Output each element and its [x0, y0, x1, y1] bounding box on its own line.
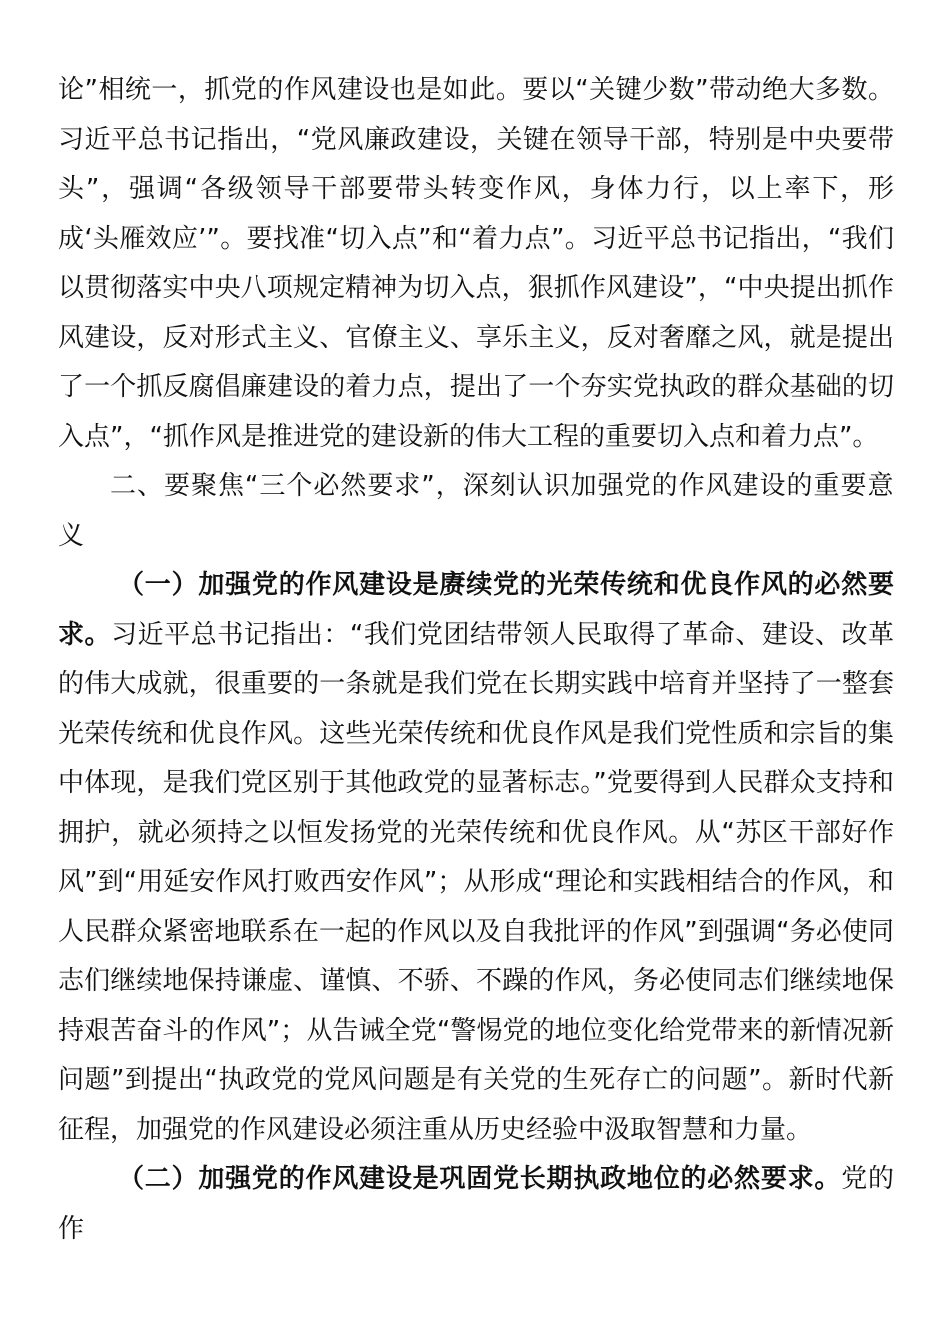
section-heading: 二、要聚焦“三个必然要求”，深刻认识加强党的作风建设的重要意义 — [58, 471, 894, 551]
subsection-1 — [58, 561, 894, 1155]
subsection-2 — [58, 1155, 894, 1254]
paragraph-continuation: 论”相统一，抓党的作风建设也是如此。要以“关键少数”带动绝大多数。习近平总书记指出，“党风廉政建设，关键在领导干部，特别是中央要带头”，强调“各级领导干部要带头转变作风，身体力行，以上率下，形成‘头雁效应’”。要找准“切入点”和“着力点”。习近平总书记指出，“我们以贯彻落实中央八项规定精神为切入点，狠抓作风建设”，“中央提出抓作风建设，反对形式主义、官僚主义、享乐主义，反对奢靡之风，就是提出了一个抓反腐倡廉建设的着力点，提出了一个夯实党执政的群众基础的切入点”，“抓作风是推进党的建设新的伟大工程的重要切入点和着力点”。 — [58, 75, 894, 452]
subsection-2-body: 党的作 — [58, 1164, 894, 1244]
subsection-1-title: （一）加强党的作风建设是赓续党的光荣传统和优良作风的必然要求。 — [58, 570, 894, 650]
subsection-2-title: （二）加强党的作风建设是巩固党长期执政地位的必然要求。 — [118, 1164, 842, 1194]
document-page — [58, 66, 894, 1254]
subsection-1-body: 习近平总书记指出：“我们党团结带领人民取得了革命、建设、改革的伟大成就，很重要的一条就是我们党在长期实践中培育并坚持了一整套光荣传统和优良作风。这些光荣传统和优良作风是我们党性质和宗旨的集中体现，是我们党区别于其他政党的显著标志。”党要得到人民群众支持和拥护，就必须持之以恒发扬党的光荣传统和优良作风。从“苏区干部好作风”到“用延安作风打败西安作风”；从形成“理论和实践相结合的作风，和人民群众紧密地联系在一起的作风以及自我批评的作风”到强调“务必使同志们继续地保持谦虚、谨慎、不骄、不躁的作风，务必使同志们继续地保持艰苦奋斗的作风”；从告诫全党“警惕党的地位变化给党带来的新情况新问题”到提出“执政党的党风问题是有关党的生死存亡的问题”。新时代新征程，加强党的作风建设必须注重从历史经验中汲取智慧和力量。 — [58, 619, 894, 1145]
